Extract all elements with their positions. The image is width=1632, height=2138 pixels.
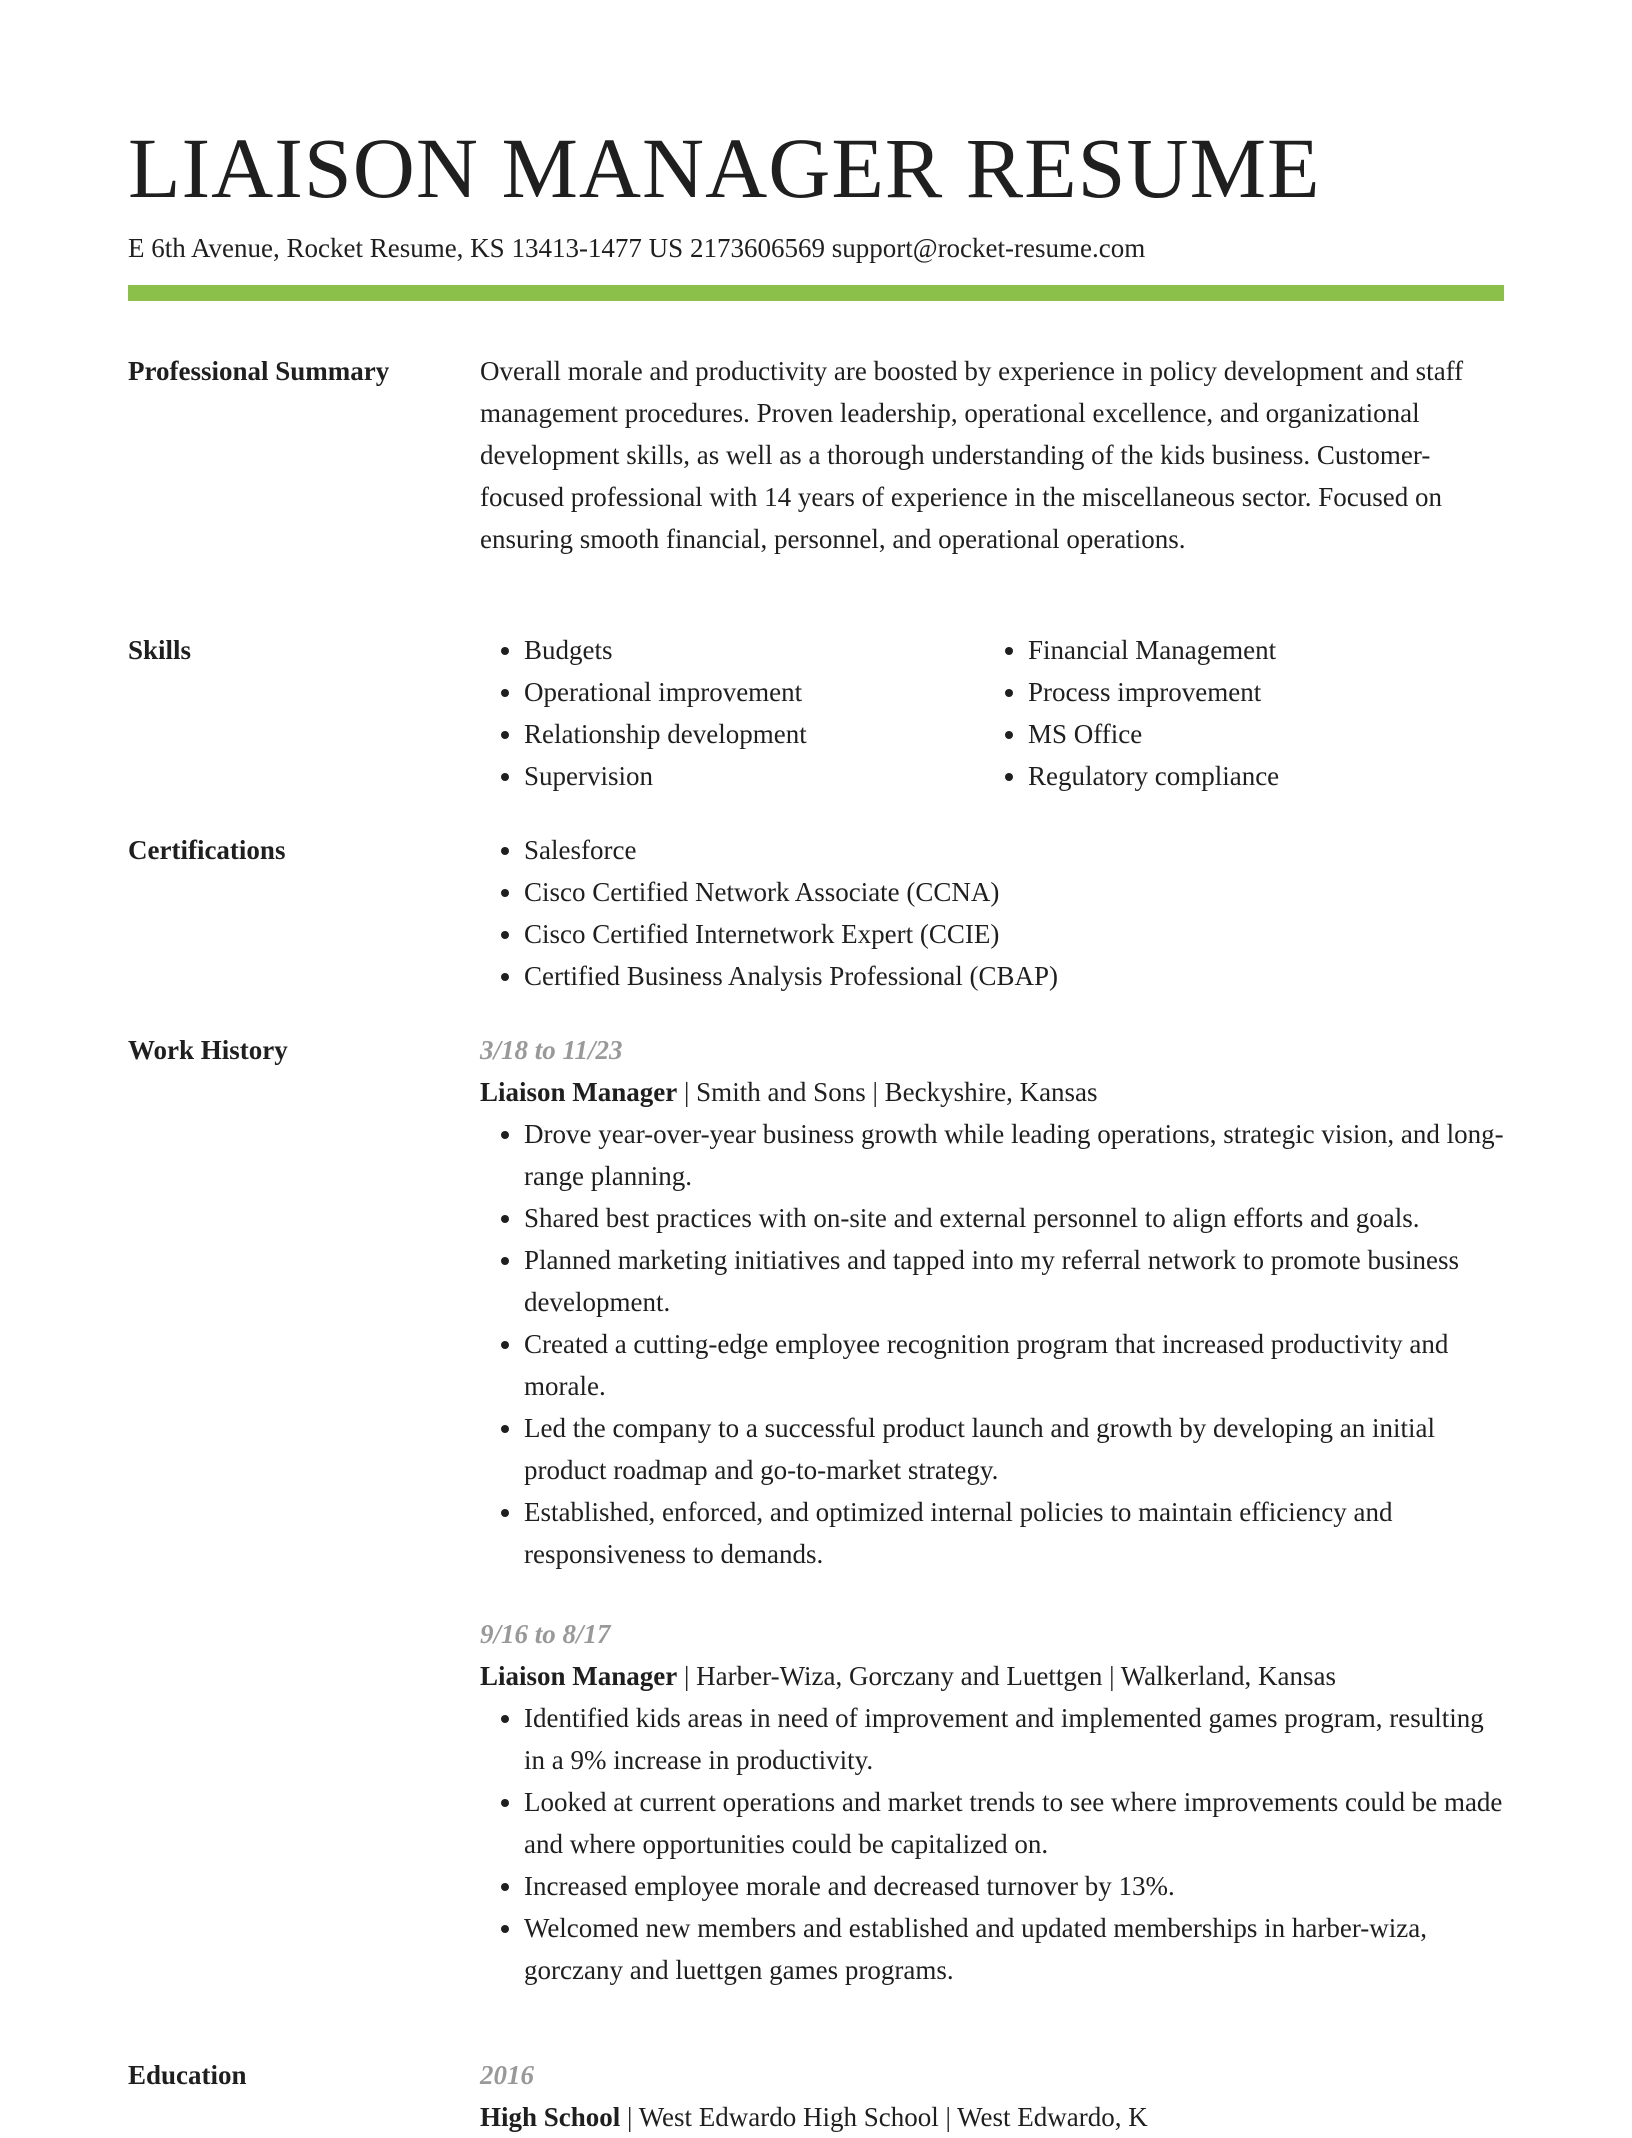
job-bullet: • Shared best practices with on-site and external personnel to align efforts and goals.	[524, 1197, 1504, 1239]
skills-grid	[480, 629, 1504, 797]
section-label-education: Education	[128, 2060, 247, 2090]
education-details: | West Edwardo High School | West Edwardo, K	[620, 2102, 1148, 2132]
skill-item: • Operational improvement	[524, 671, 984, 713]
job-entry	[480, 1029, 1504, 1575]
accent-divider	[128, 285, 1504, 301]
section-label-summary: Professional Summary	[128, 356, 390, 386]
skill-item: • Supervision	[524, 755, 984, 797]
skill-item: • Process improvement	[1028, 671, 1488, 713]
skill-item: • MS Office	[1028, 713, 1488, 755]
section-label-certifications: Certifications	[128, 835, 286, 865]
education-heading	[480, 2096, 1504, 2138]
job-heading	[480, 1071, 1504, 1113]
certification-item: • Cisco Certified Network Associate (CCNA)	[524, 871, 1504, 913]
contact-line: E 6th Avenue, Rocket Resume, KS 13413-1477 US 2173606569 support@rocket-resume.com	[128, 233, 1146, 263]
job-details: | Harber-Wiza, Gorczany and Luettgen | Walkerland, Kansas	[677, 1661, 1336, 1691]
education-body	[480, 2054, 1504, 2138]
skill-item: • Regulatory compliance	[1028, 755, 1488, 797]
job-title: Liaison Manager	[480, 1661, 678, 1691]
job-date: 3/18 to 11/23	[480, 1035, 623, 1065]
job-bullet: • Established, enforced, and optimized internal policies to maintain efficiency and responsiveness to demands.	[524, 1491, 1504, 1575]
certification-item: • Salesforce	[524, 829, 1504, 871]
skill-item: • Financial Management	[1028, 629, 1488, 671]
education-degree: High School	[480, 2102, 621, 2132]
job-heading	[480, 1655, 1504, 1697]
certification-item: • Certified Business Analysis Professional (CBAP)	[524, 955, 1504, 997]
job-entry	[480, 1613, 1504, 1991]
skills-column-2	[984, 629, 1488, 797]
job-title: Liaison Manager	[480, 1077, 678, 1107]
work-history-body	[480, 1029, 1504, 1991]
skill-item: • Budgets	[524, 629, 984, 671]
certification-item: • Cisco Certified Internetwork Expert (CCIE)	[524, 913, 1504, 955]
job-bullet: • Drove year-over-year business growth while leading operations, strategic vision, and long-range planning.	[524, 1113, 1504, 1197]
section-label-skills: Skills	[128, 635, 192, 665]
summary-body	[480, 350, 1504, 560]
education-date: 2016	[480, 2060, 534, 2090]
job-date: 9/16 to 8/17	[480, 1619, 611, 1649]
job-bullet: • Created a cutting-edge employee recognition program that increased productivity and morale.	[524, 1323, 1504, 1407]
job-bullet: • Planned marketing initiatives and tapped into my referral network to promote business development.	[524, 1239, 1504, 1323]
job-bullet: • Looked at current operations and market trends to see where improvements could be made and where opportunities could be capitalized on.	[524, 1781, 1504, 1865]
certifications-body	[480, 829, 1504, 997]
job-bullet: • Increased employee morale and decreased turnover by 13%.	[524, 1865, 1504, 1907]
job-bullets	[480, 1697, 1504, 1991]
job-bullets	[480, 1113, 1504, 1575]
resume-title: LIAISON MANAGER RESUME	[128, 120, 1321, 216]
summary-text: Overall morale and productivity are boosted by experience in policy development and staff management procedures. Proven leadership, operational excellence, and organizational development skills, as well as a thorough understanding of the kids business. Customer-focused professional with 14 years of experience in the miscellaneous sector. Focused on ensuring smooth financial, personnel, and operational operations.	[480, 356, 1464, 554]
job-bullet: • Identified kids areas in need of improvement and implemented games program, resulting in a 9% increase in productivity.	[524, 1697, 1504, 1781]
skills-column-1	[480, 629, 984, 797]
skill-item: • Relationship development	[524, 713, 984, 755]
job-bullet: • Led the company to a successful product launch and growth by developing an initial product roadmap and go-to-market strategy.	[524, 1407, 1504, 1491]
section-label-work-history: Work History	[128, 1035, 288, 1065]
job-details: | Smith and Sons | Beckyshire, Kansas	[677, 1077, 1098, 1107]
job-bullet: • Welcomed new members and established and updated memberships in harber-wiza, gorczany and luettgen games programs.	[524, 1907, 1504, 1991]
